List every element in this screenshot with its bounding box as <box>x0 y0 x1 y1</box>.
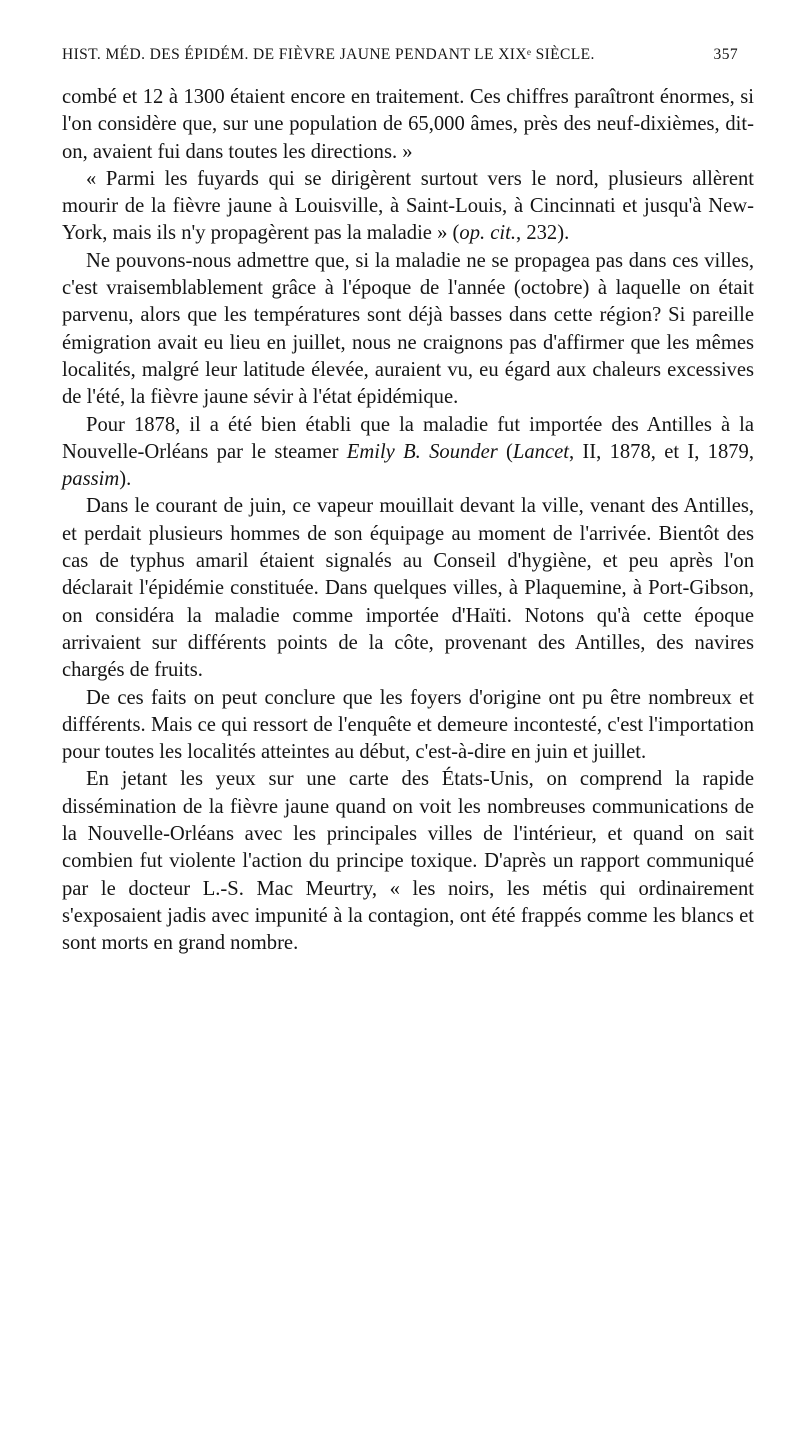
paragraph-5: Dans le courant de juin, ce vapeur mouillait devant la ville, venant des Antilles, et perdait plusieurs hommes de son équipage au moment de l'arrivée. Bientôt des cas de typhus amaril étaient signalés au Conseil d'hygiène, et peu après l'on déclarait l'épidémie constituée. Dans quelques villes, à Plaquemine, à Port-Gibson, on considéra la maladie comme importée d'Haïti. Notons qu'à cette époque arrivaient sur différents points de la côte, provenant des Antilles, des navires chargés de fruits. <box>62 495 754 682</box>
page-number: 357 <box>713 46 738 63</box>
running-title: HIST. MÉD. DES ÉPIDÉM. DE FIÈVRE JAUNE PENDANT LE XIXᵉ SIÈCLE. <box>62 46 595 63</box>
ship-name: Emily B. Sounder <box>346 440 498 463</box>
paragraph-4-text-b: ( <box>497 440 513 463</box>
paragraph-6: De ces faits on peut conclure que les foyers d'origine ont pu être nombreux et différents. Mais ce qui ressort de l'enquête et demeure incontesté, c'est l'importation pour toutes les localités atteintes au début, c'est-à-dire en juin et juillet. <box>62 686 754 764</box>
paragraph-4-text-d: ). <box>119 468 132 491</box>
paragraph-7: En jetant les yeux sur une carte des États-Unis, on comprend la rapide dissémination de la fièvre jaune quand on voit les nombreuses communications de la Nouvelle-Orléans avec les principales villes de l'intérieur, et quand on sait combien fut violente l'action du principe toxique. D'après un rapport communiqué par le docteur L.-S. Mac Meurtry, « les noirs, les métis qui ordinairement s'exposaient jadis avec impunité à la contagion, ont été frappés comme les blancs et sont morts en grand nombre. <box>62 768 754 955</box>
paragraph-4-text-c: , II, 1878, et I, 1879, <box>568 440 755 463</box>
paragraph-1: combé et 12 à 1300 étaient encore en traitement. Ces chiffres paraîtront énormes, si l'on considère que, sur une population de 65,000 âmes, près des neuf-dixièmes, dit-on, avaient fui dans toutes les directions. » <box>62 86 754 163</box>
paragraph-4-text-a: Pour 1878, il a été bien établi que la maladie fut importée des Antilles à la Nouvelle-Orléans par le steamer <box>62 413 754 463</box>
paragraph-3: Ne pouvons-nous admettre que, si la maladie ne se propagea pas dans ces villes, c'est vraisemblablement grâce à l'époque de l'année (octobre) à laquelle on était parvenu, alors que les températures sont déjà basses dans cette région? Si pareille émigration avait eu lieu en juillet, nous ne craignons pas d'affirmer que les mêmes localités, malgré leur latitude élevée, auraient vu, eu égard aux chaleurs excessives de l'été, la fièvre jaune sévir à l'état épidémique. <box>62 249 754 409</box>
citation-op-cit: op. cit. <box>459 222 517 245</box>
passim-word: passim <box>62 468 120 491</box>
paragraph-2-text: « Parmi les fuyards qui se dirigèrent surtout vers le nord, plusieurs allèrent mourir de la fièvre jaune à Louisville, à Saint-Louis, à Cincinnati et jusqu'à New-York, mais ils n'y propagèrent pas la maladie » ( <box>62 167 754 245</box>
body-text <box>62 84 754 958</box>
paragraph-2-tail: , 232). <box>516 222 570 245</box>
paragraph-2 <box>62 166 754 248</box>
running-header <box>62 46 738 64</box>
paragraph-4 <box>62 412 754 494</box>
journal-name: Lancet <box>512 440 569 463</box>
